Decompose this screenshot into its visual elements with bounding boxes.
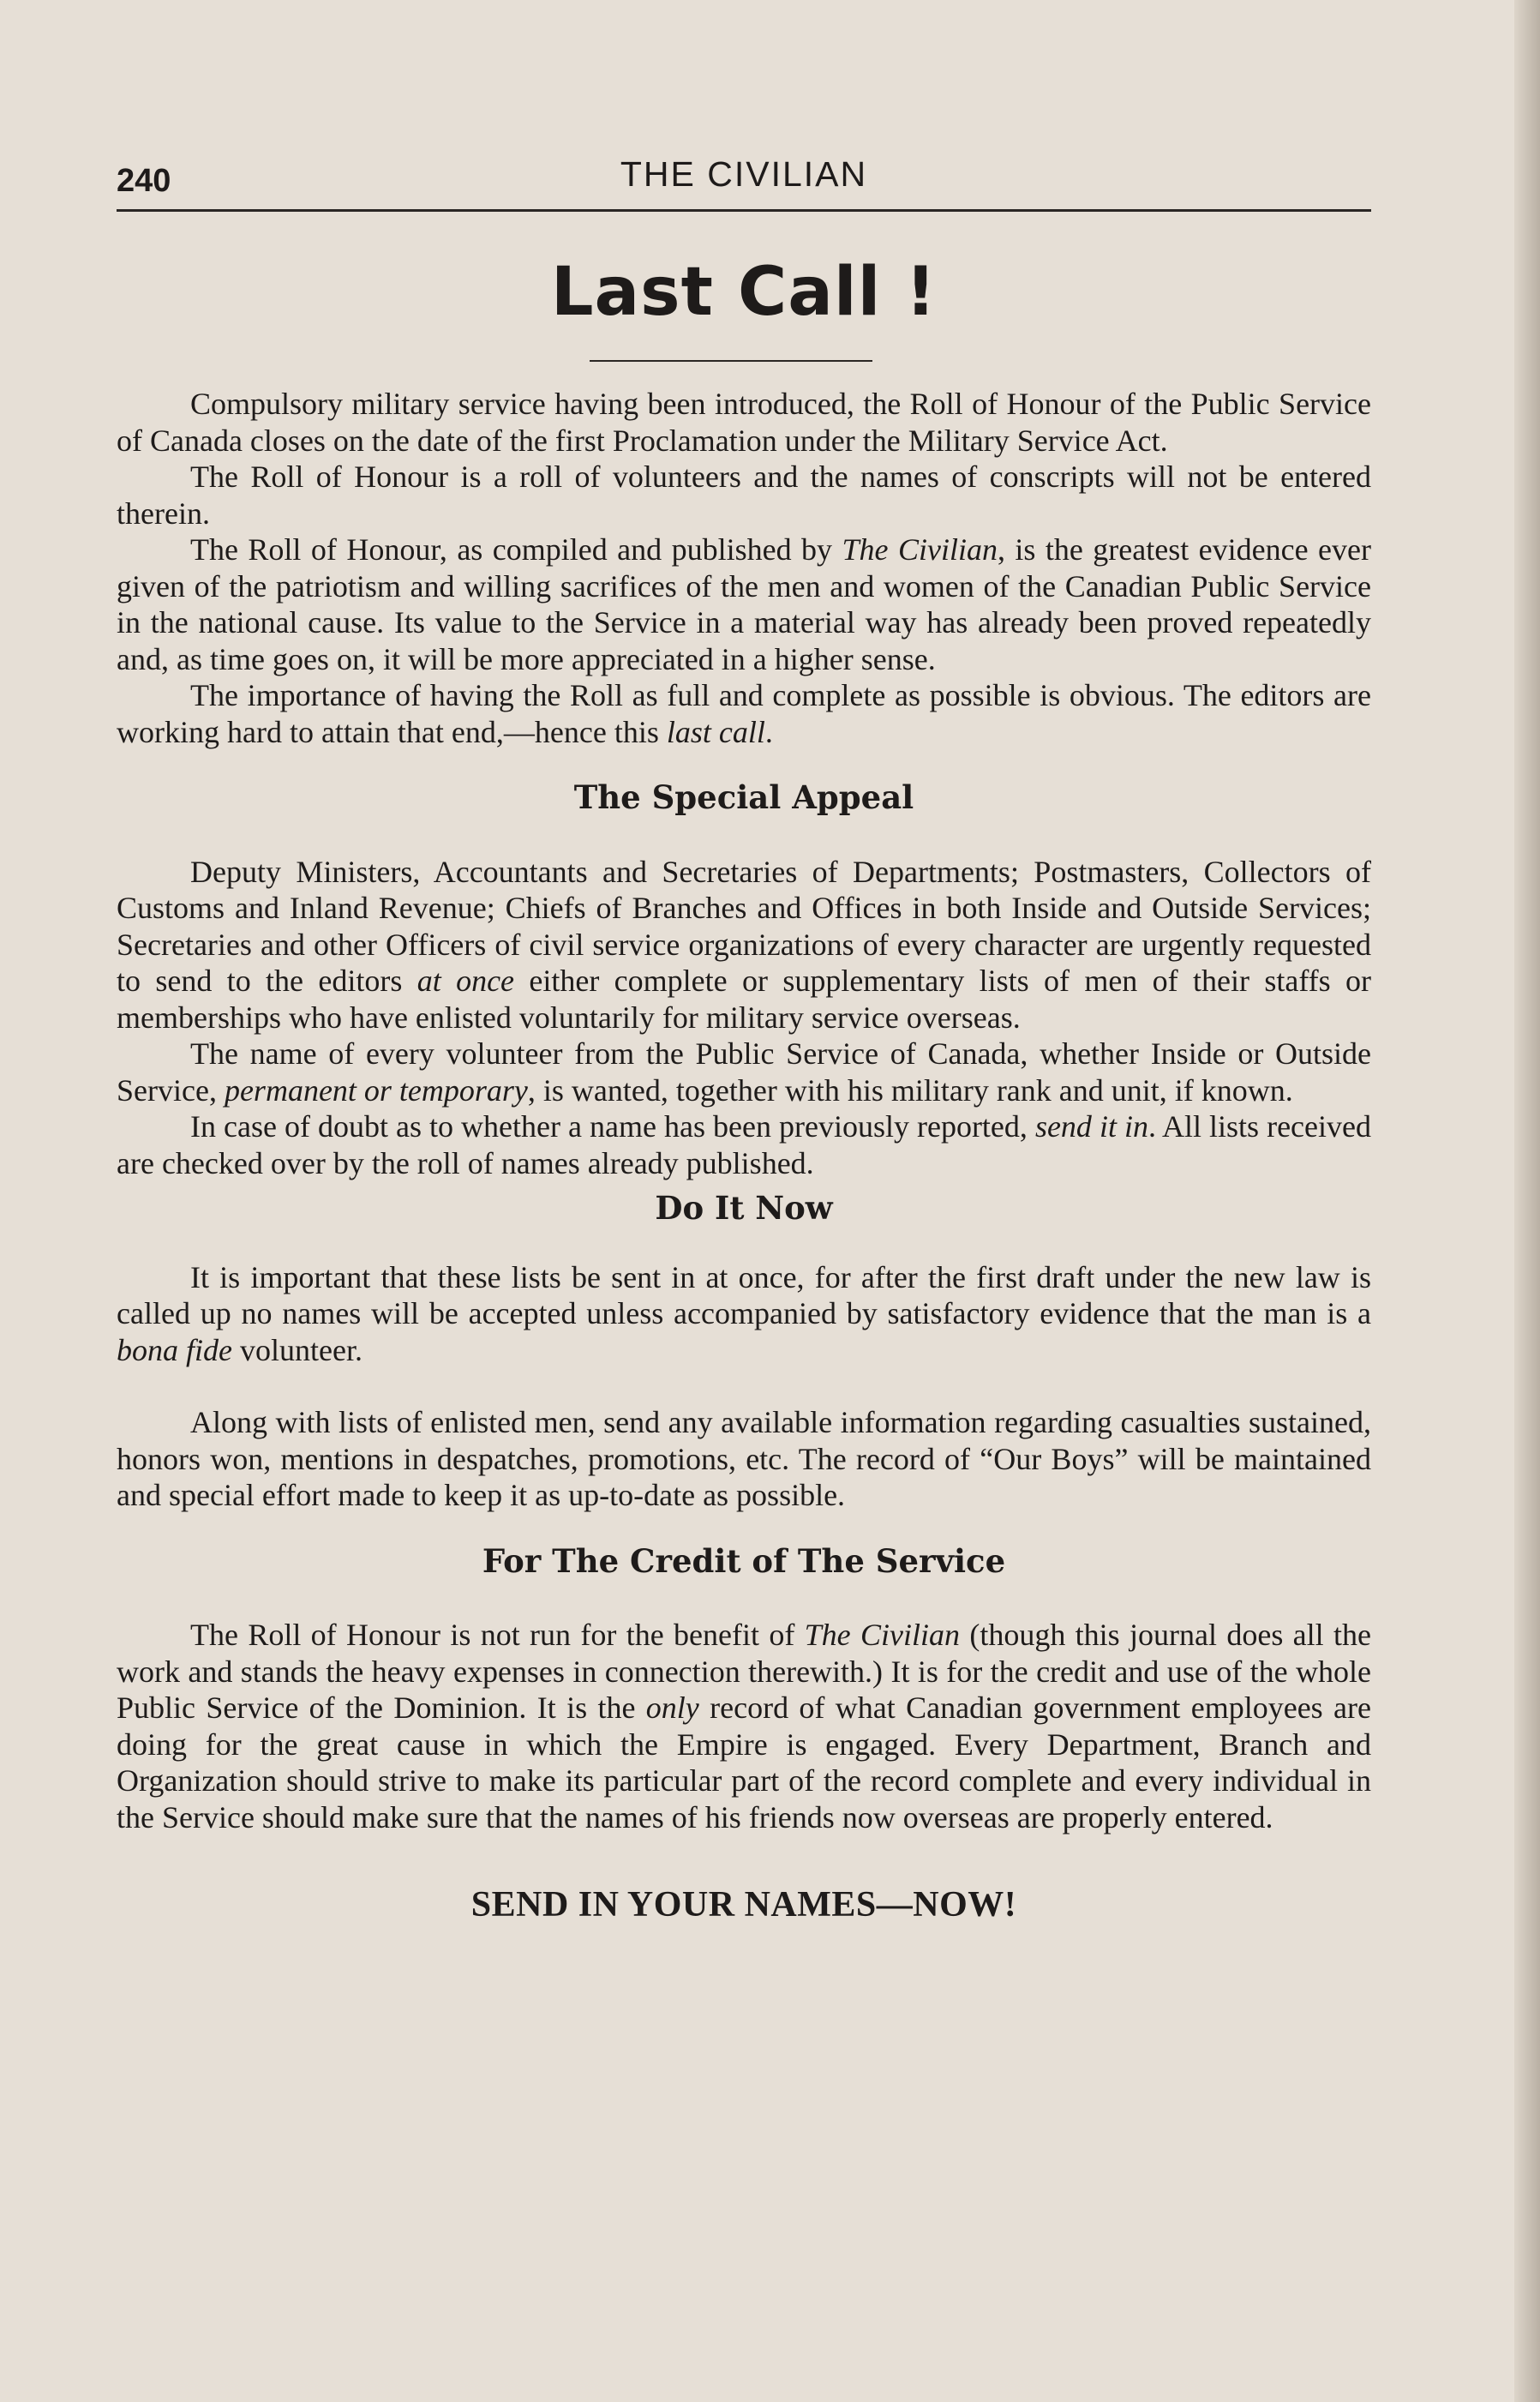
paragraph: Along with lists of enlisted men, send any available information regarding casualties sustained, honors won, mentions in despatches, promotions, etc. The record of “Our Boys” will be maintained and special effort made to keep it as up-to-date as possible. <box>117 1405 1371 1512</box>
section-heading-do-it-now: Do It Now <box>655 1189 833 1227</box>
page-header <box>117 144 1371 204</box>
paragraph: The Roll of Honour is not run for the benefit of The Civilian (though this journal does all the work and stands the heavy expenses in connection therewith.) It is for the credit and use of the whole Public Service of the Dominion. It is the only record of what Canadian government employees are doing for the great cause in which the Empire is engaged. Every Department, Branch and Organization should strive to make its particular part of the record complete and every individual in the Service should make sure that the names of his friends now overseas are properly entered. <box>117 1618 1371 1835</box>
paragraph: It is important that these lists be sent in at once, for after the first draft under the new law is called up no names will be accepted unless accompanied by satisfactory evidence that the man is a bona fide volunteer. <box>117 1259 1371 1367</box>
paragraph: Compulsory military service having been introduced, the Roll of Honour of the Public Service of Canada closes on the date of the first Proclamation under the Military Service Act. <box>117 387 1371 458</box>
page-number: 240 <box>117 163 171 199</box>
paragraph: The name of every volunteer from the Public Service of Canada, whether Inside or Outside Service, permanent or temporary, is wanted, together with his military rank and unit, if known. <box>117 1036 1371 1108</box>
title-rule <box>590 360 872 362</box>
paragraph: The importance of having the Roll as full and complete as possible is obvious. The editors are working hard to attain that end,—hence this last call. <box>117 678 1371 749</box>
closing-call: SEND IN YOUR NAMES—NOW! <box>470 1885 1017 1925</box>
section-heading-credit: For The Credit of The Service <box>482 1541 1006 1580</box>
paragraph: The Roll of Honour, as compiled and published by The Civilian, is the greatest evidence ever given of the patriotism and willing sacrifices of the men and women of the Canadian Public Service in the national cause. Its value to the Service in a material way has already been proved repeatedly and, as time goes on, it will be more appreciated in a higher sense. <box>117 532 1371 676</box>
article-title: Last Call ! <box>550 254 938 331</box>
header-rule <box>117 209 1371 212</box>
paragraph: In case of doubt as to whether a name has been previously reported, send it in. All lists received are checked over by the roll of names already published. <box>117 1109 1371 1180</box>
page-spine-shadow <box>1514 0 1540 2402</box>
article-body <box>117 386 1371 1924</box>
paragraph: Deputy Ministers, Accountants and Secretaries of Departments; Postmasters, Collectors of Customs and Inland Revenue; Chiefs of Branches and Offices in both Inside and Outside Services; Secretaries and other Officers of civil service organizations of every character are urgently requested to send to the editors at once either complete or supplementary lists of men of their staffs or memberships who have enlisted voluntarily for military service overseas. <box>117 854 1371 1035</box>
section-heading-special-appeal: The Special Appeal <box>573 778 914 816</box>
running-title: THE CIVILIAN <box>620 154 868 194</box>
paragraph: The Roll of Honour is a roll of volunteers and the names of conscripts will not be entered therein. <box>117 459 1371 531</box>
